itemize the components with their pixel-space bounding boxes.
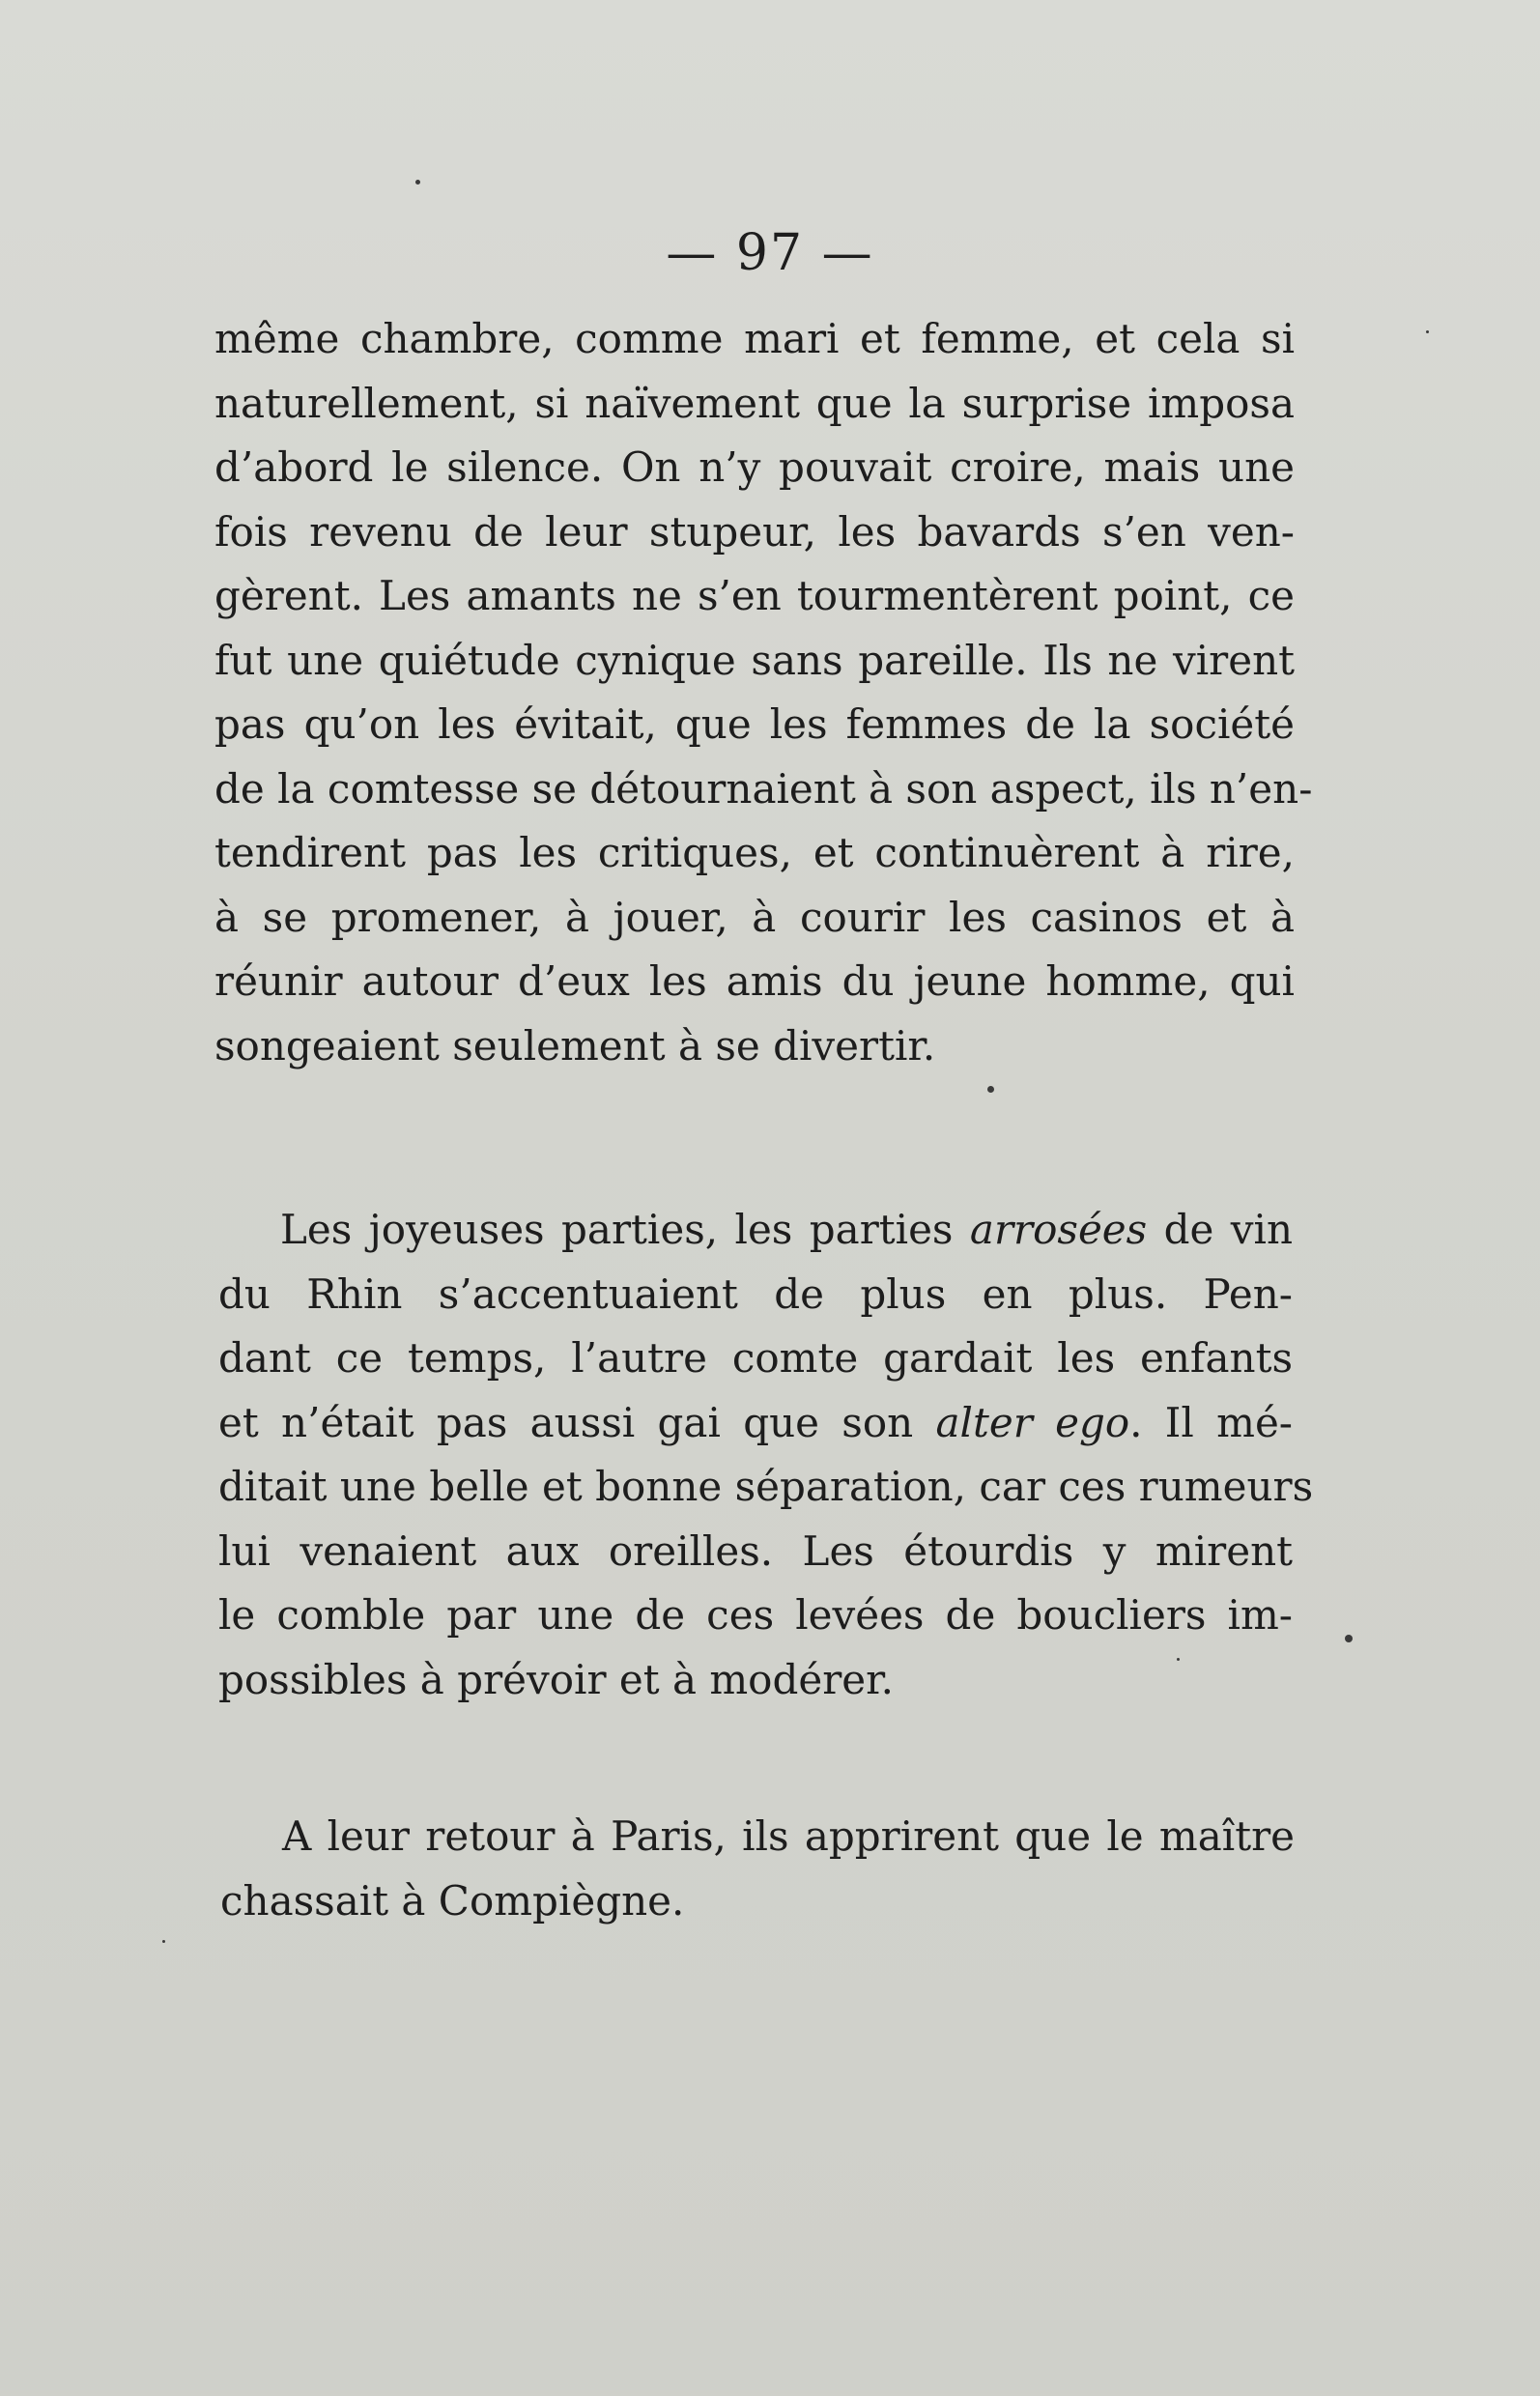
paper-speck bbox=[415, 180, 420, 185]
text-line: pas qu’on les évitait, que les femmes de la société bbox=[214, 700, 1295, 748]
text-line: d’abord le silence. On n’y pouvait croire, mais une bbox=[214, 443, 1295, 491]
text-line: chassait à Compiègne. bbox=[220, 1876, 685, 1925]
text-run: . Il mé- bbox=[1129, 1398, 1293, 1446]
text-line: A leur retour à Paris, ils apprirent que le maître bbox=[282, 1812, 1295, 1860]
paper-speck bbox=[1177, 1658, 1180, 1661]
text-line: même chambre, comme mari et femme, et cela si bbox=[214, 315, 1295, 362]
text-run: et n’était pas aussi gai que son bbox=[218, 1398, 936, 1446]
text-line: gèrent. Les amants ne s’en tourmentèrent point, ce bbox=[214, 572, 1295, 619]
text-line: fois revenu de leur stupeur, les bavards s’en ven- bbox=[214, 507, 1295, 556]
italic-phrase: alter ego bbox=[935, 1398, 1130, 1446]
text-line: dant ce temps, l’autre comte gardait les enfants bbox=[218, 1334, 1293, 1382]
text-line: du Rhin s’accentuaient de plus en plus. Pen- bbox=[218, 1269, 1293, 1318]
text-line bbox=[218, 1198, 1293, 1263]
text-line: réunir autour d’eux les amis du jeune homme, qui bbox=[214, 957, 1295, 1005]
text-line: lui venaient aux oreilles. Les étourdis y mirent bbox=[218, 1526, 1293, 1575]
text-line: ditait une belle et bonne séparation, car ces rumeurs bbox=[218, 1463, 1314, 1510]
text-line bbox=[218, 1391, 1293, 1456]
text-line: à se promener, à jouer, à courir les casinos et à bbox=[214, 893, 1295, 941]
text-line: fut une quiétude cynique sans pareille. Ils ne virent bbox=[214, 636, 1295, 684]
page-number: — 97 — bbox=[666, 224, 874, 282]
text-line: possibles à prévoir et à modérer. bbox=[218, 1655, 894, 1703]
text-line: naturellement, si naïvement que la surprise imposa bbox=[214, 379, 1295, 427]
paper-speck bbox=[162, 1940, 165, 1943]
paper-speck bbox=[987, 1086, 994, 1093]
text-line: le comble par une de ces levées de boucliers im- bbox=[218, 1591, 1293, 1639]
text-line: songeaient seulement à se divertir. bbox=[214, 1021, 936, 1070]
text-line: de la comtesse se détournaient à son aspect, ils n’en- bbox=[214, 764, 1313, 813]
italic-phrase: arrosées bbox=[969, 1206, 1148, 1253]
paper-speck bbox=[1345, 1635, 1353, 1642]
text-line: tendirent pas les critiques, et continuèrent à rire, bbox=[214, 829, 1295, 876]
text-run: de vin bbox=[1147, 1206, 1293, 1253]
text-run: Les joyeuses parties, les parties bbox=[280, 1206, 970, 1253]
paragraph-1 bbox=[214, 307, 1313, 1078]
paragraph-3 bbox=[220, 1805, 1295, 1933]
paragraph-2 bbox=[218, 1198, 1314, 1712]
paper-speck bbox=[1426, 330, 1429, 333]
